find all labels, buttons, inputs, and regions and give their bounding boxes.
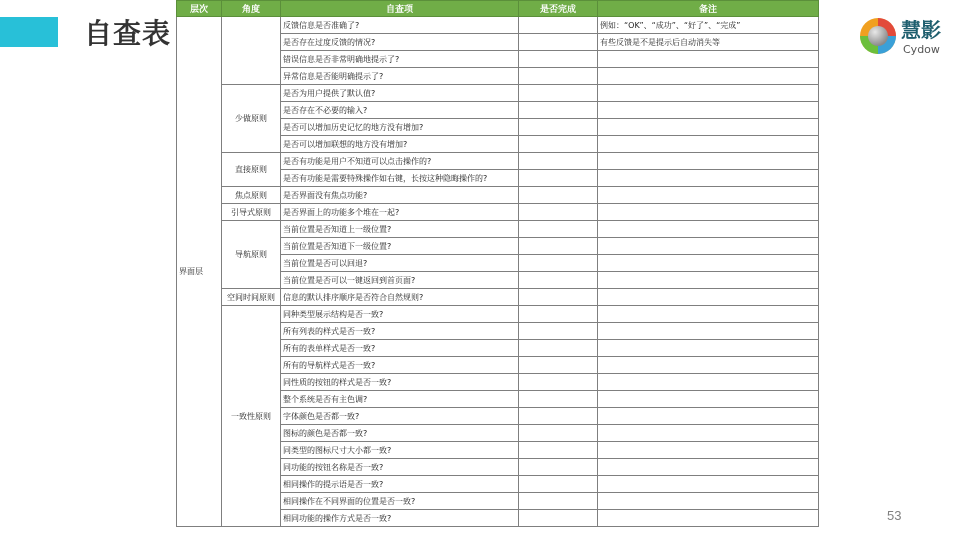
header-layer: 层次 xyxy=(177,1,222,17)
check-item-cell: 当前位置是否知道上一级位置? xyxy=(281,221,519,238)
header-done: 是否完成 xyxy=(519,1,598,17)
check-item-cell: 当前位置是否可以一键返回到首页面? xyxy=(281,272,519,289)
check-item-cell: 同种类型展示结构是否一致? xyxy=(281,306,519,323)
check-item-cell: 反馈信息是否准确了? xyxy=(281,17,519,34)
check-item-cell: 同类型的图标尺寸大小都一致? xyxy=(281,442,519,459)
note-cell xyxy=(598,119,819,136)
table-row xyxy=(177,306,819,323)
note-cell xyxy=(598,153,819,170)
table-row xyxy=(177,17,819,34)
note-cell: 例如：“OK”、“成功”、“好了”、“完成” xyxy=(598,17,819,34)
note-cell xyxy=(598,51,819,68)
angle-cell: 焦点原则 xyxy=(222,187,281,204)
check-item-cell: 是否可以增加历史记忆的地方没有增加? xyxy=(281,119,519,136)
note-cell xyxy=(598,136,819,153)
logo-sphere-icon xyxy=(858,16,898,60)
done-cell[interactable] xyxy=(519,340,598,357)
note-cell: 有些反馈是不是提示后自动消失等 xyxy=(598,34,819,51)
note-cell xyxy=(598,68,819,85)
table-row xyxy=(177,289,819,306)
note-cell xyxy=(598,391,819,408)
check-item-cell: 是否为用户提供了默认值? xyxy=(281,85,519,102)
check-item-cell: 是否可以增加联想的地方没有增加? xyxy=(281,136,519,153)
done-cell[interactable] xyxy=(519,255,598,272)
note-cell xyxy=(598,187,819,204)
note-cell xyxy=(598,340,819,357)
check-item-cell: 相同操作在不同界面的位置是否一致? xyxy=(281,493,519,510)
check-item-cell: 字体颜色是否都一致? xyxy=(281,408,519,425)
table-row xyxy=(177,153,819,170)
note-cell xyxy=(598,459,819,476)
done-cell[interactable] xyxy=(519,357,598,374)
note-cell xyxy=(598,408,819,425)
angle-cell xyxy=(222,17,281,85)
angle-cell: 空间时间原则 xyxy=(222,289,281,306)
note-cell xyxy=(598,255,819,272)
logo-brand-text: 慧影 xyxy=(901,18,941,42)
check-item-cell: 同功能的按钮名称是否一致? xyxy=(281,459,519,476)
page-title: 自查表 xyxy=(84,17,172,50)
done-cell[interactable] xyxy=(519,238,598,255)
done-cell[interactable] xyxy=(519,85,598,102)
note-cell xyxy=(598,170,819,187)
check-item-cell: 相同操作的提示语是否一致? xyxy=(281,476,519,493)
table-row xyxy=(177,221,819,238)
done-cell[interactable] xyxy=(519,476,598,493)
table-row xyxy=(177,85,819,102)
note-cell xyxy=(598,510,819,527)
cydow-logo xyxy=(858,12,960,64)
done-cell[interactable] xyxy=(519,408,598,425)
check-item-cell: 是否界面上的功能多个堆在一起? xyxy=(281,204,519,221)
table-body xyxy=(177,17,819,527)
done-cell[interactable] xyxy=(519,323,598,340)
done-cell[interactable] xyxy=(519,136,598,153)
note-cell xyxy=(598,493,819,510)
check-item-cell: 错误信息是否非常明确地提示了? xyxy=(281,51,519,68)
check-item-cell: 是否有功能是需要特殊操作如右键，长按这种隐晦操作的? xyxy=(281,170,519,187)
check-item-cell: 是否存在过度反馈的情况? xyxy=(281,34,519,51)
done-cell[interactable] xyxy=(519,442,598,459)
check-item-cell: 信息的默认排序顺序是否符合自然规则? xyxy=(281,289,519,306)
check-item-cell: 整个系统是否有主色调? xyxy=(281,391,519,408)
note-cell xyxy=(598,323,819,340)
header-angle: 角度 xyxy=(222,1,281,17)
note-cell xyxy=(598,374,819,391)
note-cell xyxy=(598,289,819,306)
note-cell xyxy=(598,221,819,238)
layer-cell: 界面层 xyxy=(177,17,222,527)
done-cell[interactable] xyxy=(519,425,598,442)
done-cell[interactable] xyxy=(519,510,598,527)
note-cell xyxy=(598,476,819,493)
check-item-cell: 所有的导航样式是否一致? xyxy=(281,357,519,374)
done-cell[interactable] xyxy=(519,153,598,170)
done-cell[interactable] xyxy=(519,306,598,323)
angle-cell: 一致性原则 xyxy=(222,306,281,527)
note-cell xyxy=(598,357,819,374)
done-cell[interactable] xyxy=(519,221,598,238)
done-cell[interactable] xyxy=(519,204,598,221)
done-cell[interactable] xyxy=(519,272,598,289)
note-cell xyxy=(598,238,819,255)
done-cell[interactable] xyxy=(519,289,598,306)
done-cell[interactable] xyxy=(519,493,598,510)
done-cell[interactable] xyxy=(519,459,598,476)
note-cell xyxy=(598,102,819,119)
check-item-cell: 所有列表的样式是否一致? xyxy=(281,323,519,340)
check-item-cell: 异常信息是否能明确提示了? xyxy=(281,68,519,85)
done-cell[interactable] xyxy=(519,68,598,85)
check-item-cell: 当前位置是否可以回退? xyxy=(281,255,519,272)
done-cell[interactable] xyxy=(519,170,598,187)
check-item-cell: 相同功能的操作方式是否一致? xyxy=(281,510,519,527)
note-cell xyxy=(598,442,819,459)
note-cell xyxy=(598,425,819,442)
note-cell xyxy=(598,306,819,323)
done-cell[interactable] xyxy=(519,187,598,204)
angle-cell: 直接原则 xyxy=(222,153,281,187)
table-row xyxy=(177,187,819,204)
self-check-table xyxy=(176,0,819,527)
check-item-cell: 是否存在不必要的输入? xyxy=(281,102,519,119)
done-cell[interactable] xyxy=(519,51,598,68)
table-row xyxy=(177,204,819,221)
check-item-cell: 是否有功能是用户不知道可以点击操作的? xyxy=(281,153,519,170)
done-cell[interactable] xyxy=(519,17,598,34)
header-note: 备注 xyxy=(598,1,819,17)
done-cell[interactable] xyxy=(519,34,598,51)
angle-cell: 少做原则 xyxy=(222,85,281,153)
logo-sub-text: Cydow xyxy=(903,43,940,56)
check-item-cell: 同性质的按钮的样式是否一致? xyxy=(281,374,519,391)
page-number: 53 xyxy=(887,508,902,523)
check-item-cell: 当前位置是否知道下一级位置? xyxy=(281,238,519,255)
note-cell xyxy=(598,272,819,289)
check-item-cell: 是否界面没有焦点功能? xyxy=(281,187,519,204)
done-cell[interactable] xyxy=(519,374,598,391)
check-item-cell: 图标的颜色是否都一致? xyxy=(281,425,519,442)
table-header-row xyxy=(177,1,819,17)
note-cell xyxy=(598,204,819,221)
check-item-cell: 所有的表单样式是否一致? xyxy=(281,340,519,357)
angle-cell: 导航原则 xyxy=(222,221,281,289)
done-cell[interactable] xyxy=(519,119,598,136)
note-cell xyxy=(598,85,819,102)
angle-cell: 引导式原则 xyxy=(222,204,281,221)
title-accent-bar xyxy=(0,17,58,47)
done-cell[interactable] xyxy=(519,391,598,408)
header-item: 自查项 xyxy=(281,1,519,17)
done-cell[interactable] xyxy=(519,102,598,119)
